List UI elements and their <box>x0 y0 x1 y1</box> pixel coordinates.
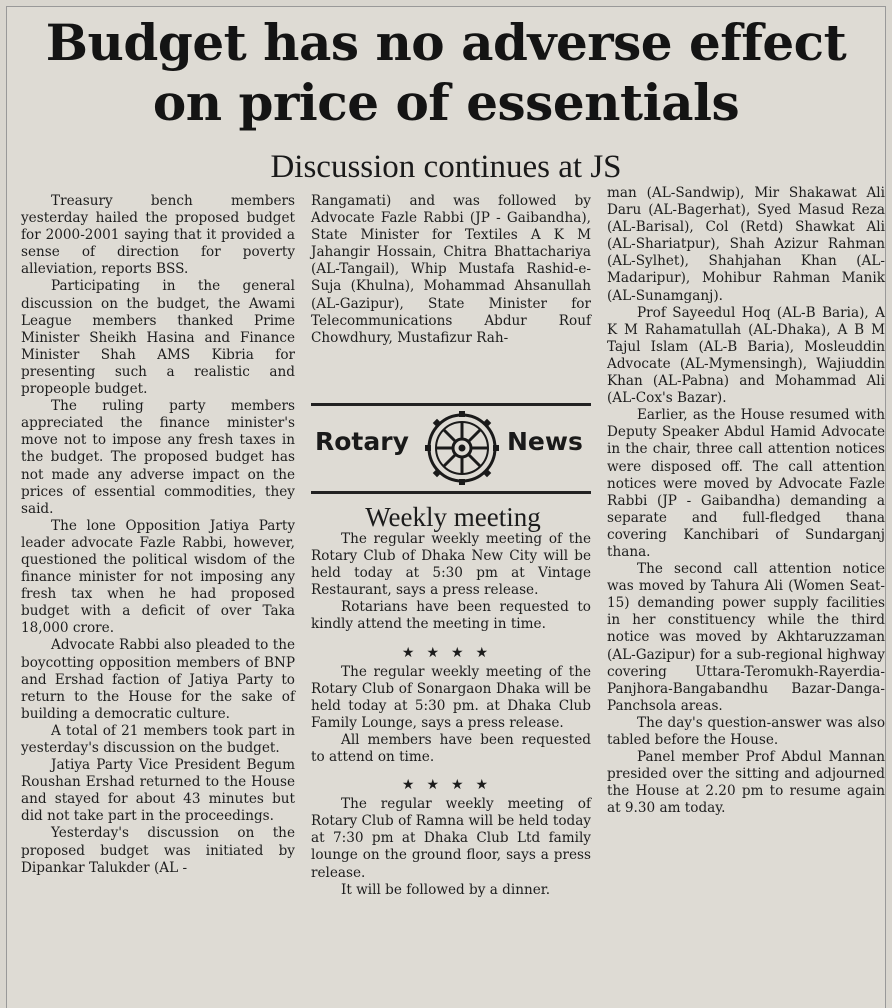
paragraph: Advocate Rabbi also pleaded to the boycotting opposition members of BNP and Ershad faction of Jatiya Party to return to the House for the sake of building a democratic culture. <box>21 637 295 722</box>
article-column-2 <box>311 193 591 347</box>
paragraph: Jatiya Party Vice President Begum Roushan Ershad returned to the House and stayed for about 43 minutes but did not take part in the proceedings. <box>21 757 295 825</box>
paragraph: man (AL-Sandwip), Mir Shakawat Ali Daru (AL-Bagerhat), Syed Masud Reza (AL-Barisal), Col (Retd) Shawkat Ali (AL-Shariatpur), Shah Azizur Rahman (AL-Sylhet), Shahjahan Khan (AL-Madaripur), Mohibur Rahman Manik (AL-Sunamganj). <box>607 185 885 304</box>
article-column-3 <box>607 185 885 817</box>
rotary-bottom-rule <box>311 491 591 494</box>
rotary-top-rule <box>311 403 591 406</box>
paragraph: Yesterday's discussion on the proposed budget was initiated by Dipankar Talukder (AL - <box>21 825 295 876</box>
paragraph: A total of 21 members took part in yesterday's discussion on the budget. <box>21 722 295 756</box>
paragraph: Panel member Prof Abdul Mannan presided over the sitting and adjourned the House at 2.20 pm to resume again at 9.30 am today. <box>607 749 885 817</box>
rotary-paragraph: The regular weekly meeting of Rotary Club of Ramna will be held today at 7:30 pm at Dhaka Club Ltd family lounge on the ground floor, says a press release. <box>311 796 591 881</box>
rotary-news-banner <box>315 407 593 493</box>
rotary-paragraph: The regular weekly meeting of the Rotary Club of Dhaka New City will be held today at 5:30 pm at Vintage Restaurant, says a press release. <box>311 531 591 599</box>
paragraph: Treasury bench members yesterday hailed the proposed budget for 2000-2001 saying that it provided a sense of direction for poverty alleviation, reports BSS. <box>21 193 295 278</box>
article-column-1 <box>21 193 295 877</box>
headline-line-2: on price of essentials <box>152 73 740 132</box>
headline <box>7 13 885 133</box>
paragraph: The day's question-answer was also tabled before the House. <box>607 714 885 748</box>
rotary-paragraph: All members have been requested to attend on time. <box>311 731 591 766</box>
subheadline: Discussion continues at JS <box>270 149 622 185</box>
star-separator: ★★★★ <box>401 644 501 661</box>
rotary-word: Rotary <box>315 427 409 456</box>
newspaper-clipping <box>6 6 886 1008</box>
weekly-meeting-heading: Weekly meeting <box>365 502 541 532</box>
paragraph: Earlier, as the House resumed with Deputy Speaker Abdul Hamid Advocate in the chair, three call attention notices were disposed off. The call attention notices were moved by Advocate Fazle Rabbi (JP - Gaibandha) demanding a separate and full-fledged thana covering Kanchibari of Sundarganj thana. <box>607 407 885 560</box>
paragraph: The second call attention notice was moved by Tahura Ali (Women Seat-15) demanding power supply facilities in her constituency while the third notice was moved by Akhtaruzzaman (AL-Gazipur) for a sub-regional highway covering Uttara-Teromukh-Rayerdia-Panjhora-Bangabandhu Bazar-Danga-Panchsola areas. <box>607 561 885 714</box>
paragraph: The lone Opposition Jatiya Party leader advocate Fazle Rabbi, however, questioned the political wisdom of the finance minister for not imposing any fresh tax when he had proposed budget with a deficit of over Taka 18,000 crore. <box>21 517 295 637</box>
rotary-paragraph: Rotarians have been requested to kindly attend the meeting in time. <box>311 599 591 633</box>
paragraph: Rangamati) and was followed by Advocate Fazle Rabbi (JP - Gaibandha), State Minister for Textiles A K M Jahangir Hossain, Chitra Bhattachariya (AL-Tangail), Whip Mustafa Rashid-e-Suja (Khulna), Mohammad Ahsanullah (AL-Gazipur), State Minister for Telecommunications Abdur Rouf Chowdhury, Mustafizur Rah- <box>311 193 591 346</box>
rotary-wheel-icon <box>425 411 499 485</box>
paragraph: Participating in the general discussion on the budget, the Awami League members thanked Prime Minister Sheikh Hasina and Finance Minister Shah AMS Kibria for presenting such a realistic and propeople budget. <box>21 278 295 398</box>
paragraph: Prof Sayeedul Hoq (AL-B Baria), A K M Rahamatullah (AL-Dhaka), A B M Tajul Islam (AL-B Baria), Mosleuddin Advocate (AL-Mymensingh), Wajiuddin Khan (AL-Pabna) and Mohammad Ali (AL-Cox's Bazar). <box>607 304 885 407</box>
news-word: News <box>507 427 583 456</box>
headline-line-1: Budget has no adverse effect <box>45 13 847 72</box>
star-separator: ★★★★ <box>401 777 501 794</box>
rotary-announcements <box>311 531 591 899</box>
rotary-paragraph: It will be followed by a dinner. <box>341 881 551 898</box>
paragraph: The ruling party members appreciated the finance minister's move not to impose any fresh taxes in the budget. The proposed budget has not made any adverse impact on the prices of essential commodities, they said. <box>21 398 295 517</box>
rotary-paragraph: The regular weekly meeting of the Rotary Club of Sonargaon Dhaka will be held today at 5:30 pm. at Dhaka Club Family Lounge, says a press release. <box>311 663 591 731</box>
